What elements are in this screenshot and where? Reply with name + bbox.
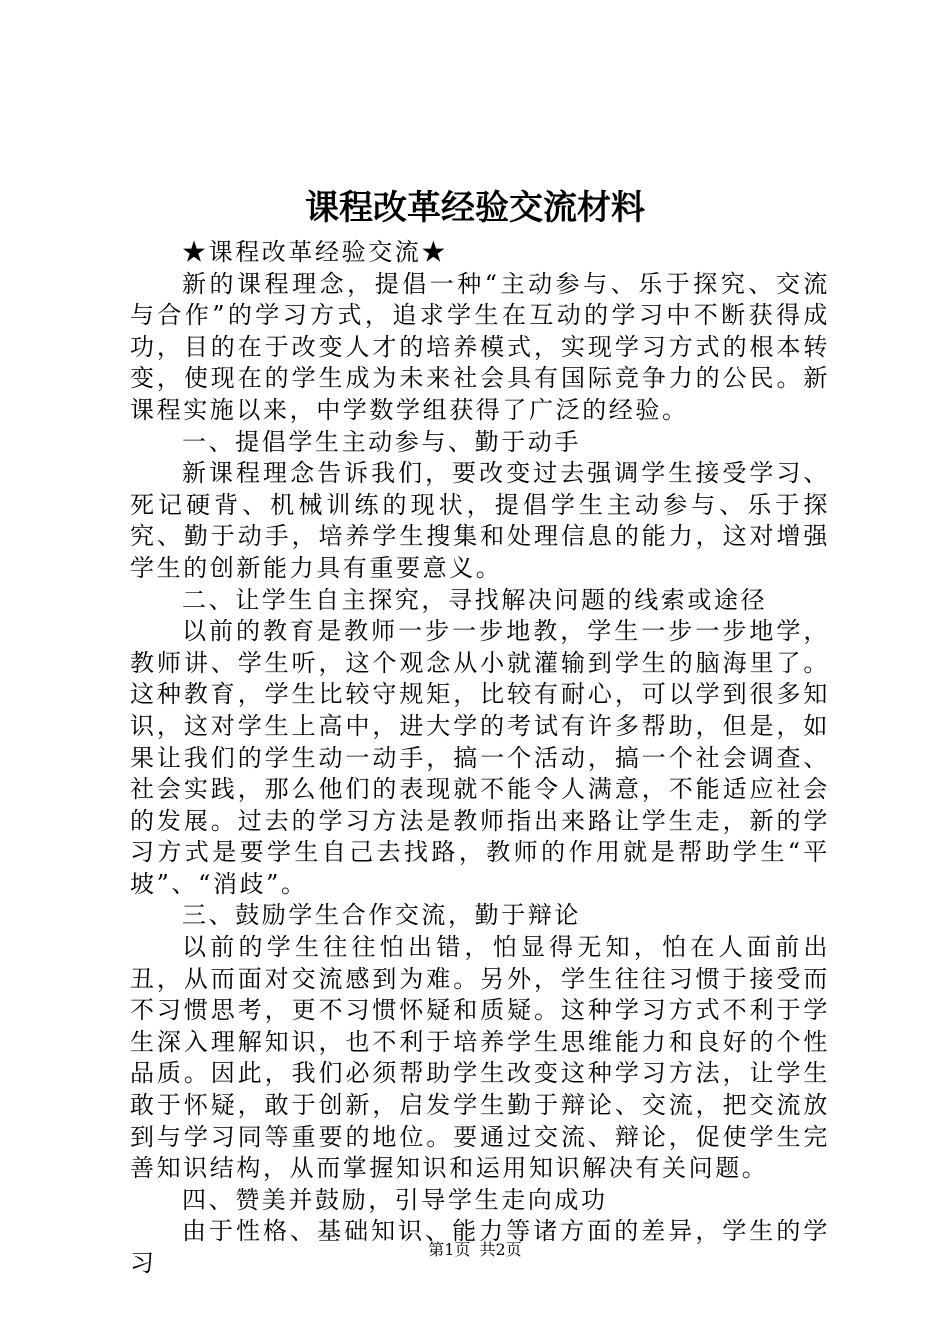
document-subtitle: ★课程改革经验交流★ [182, 238, 448, 266]
section-heading-1: 一、提倡学生主动参与、勤于动手 [182, 427, 581, 456]
paragraph-section-4: 由于性格、基础知识、能力等诸方面的差异，学生的学习 [130, 1217, 830, 1277]
document-body [130, 237, 830, 1280]
section-heading-2: 二、让学生自主探究，寻找解决问题的线索或途径 [182, 585, 768, 614]
paragraph-section-3: 以前的学生往往怕出错，怕显得无知，怕在人面前出丑，从而面对交流感到为难。另外，学生往往习惯于接受而不习惯思考，更不习惯怀疑和质疑。这种学习方式不利于学生深入理解知识，也不利于培养学生思维能力和良好的个性品质。因此，我们必须帮助学生改变这种学习方法，让学生敢于怀疑，敢于创新，启发学生勤于辩论、交流，把交流放到与学习同等重要的地位。要通过交流、辩论，促使学生完善知识结构，从而掌握知识和运用知识解决有关问题。 [130, 933, 830, 1183]
page-total: 共2页 [479, 1240, 522, 1259]
document-title: 课程改革经验交流材料 [305, 188, 645, 228]
section-heading-3: 三、鼓励学生合作交流，勤于辩论 [182, 901, 581, 930]
section-heading-4: 四、赞美并鼓励，引导学生走向成功 [182, 1185, 608, 1214]
page-footer [0, 1240, 950, 1260]
paragraph-section-2: 以前的教育是教师一步一步地教，学生一步一步地学，教师讲、学生听，这个观念从小就灌输到学生的脑海里了。这种教育，学生比较守规矩，比较有耐心，可以学到很多知识，这对学生上高中，进大学的考试有许多帮助，但是，如果让我们的学生动一动手，搞一个活动，搞一个社会调查、社会实践，那么他们的表现就不能令人满意，不能适应社会的发展。过去的学习方法是教师指出来路让学生走，新的学习方式是要学生自己去找路，教师的作用就是帮助学生“平坡”、“消歧”。 [130, 617, 830, 898]
paragraph-section-1: 新课程理念告诉我们，要改变过去强调学生接受学习、死记硬背、机械训练的现状，提倡学生主动参与、乐于探究、勤于动手，培养学生搜集和处理信息的能力，这对增强学生的创新能力具有重要意义。 [130, 459, 830, 582]
page-number: 第1页 [428, 1240, 471, 1259]
paragraph-intro: 新的课程理念，提倡一种“主动参与、乐于探究、交流与合作”的学习方式，追求学生在互动的学习中不断获得成功，目的在于改变人才的培养模式，实现学习方式的根本转变，使现在的学生成为未来社会具有国际竞争力的公民。新课程实施以来，中学数学组获得了广泛的经验。 [130, 269, 830, 424]
